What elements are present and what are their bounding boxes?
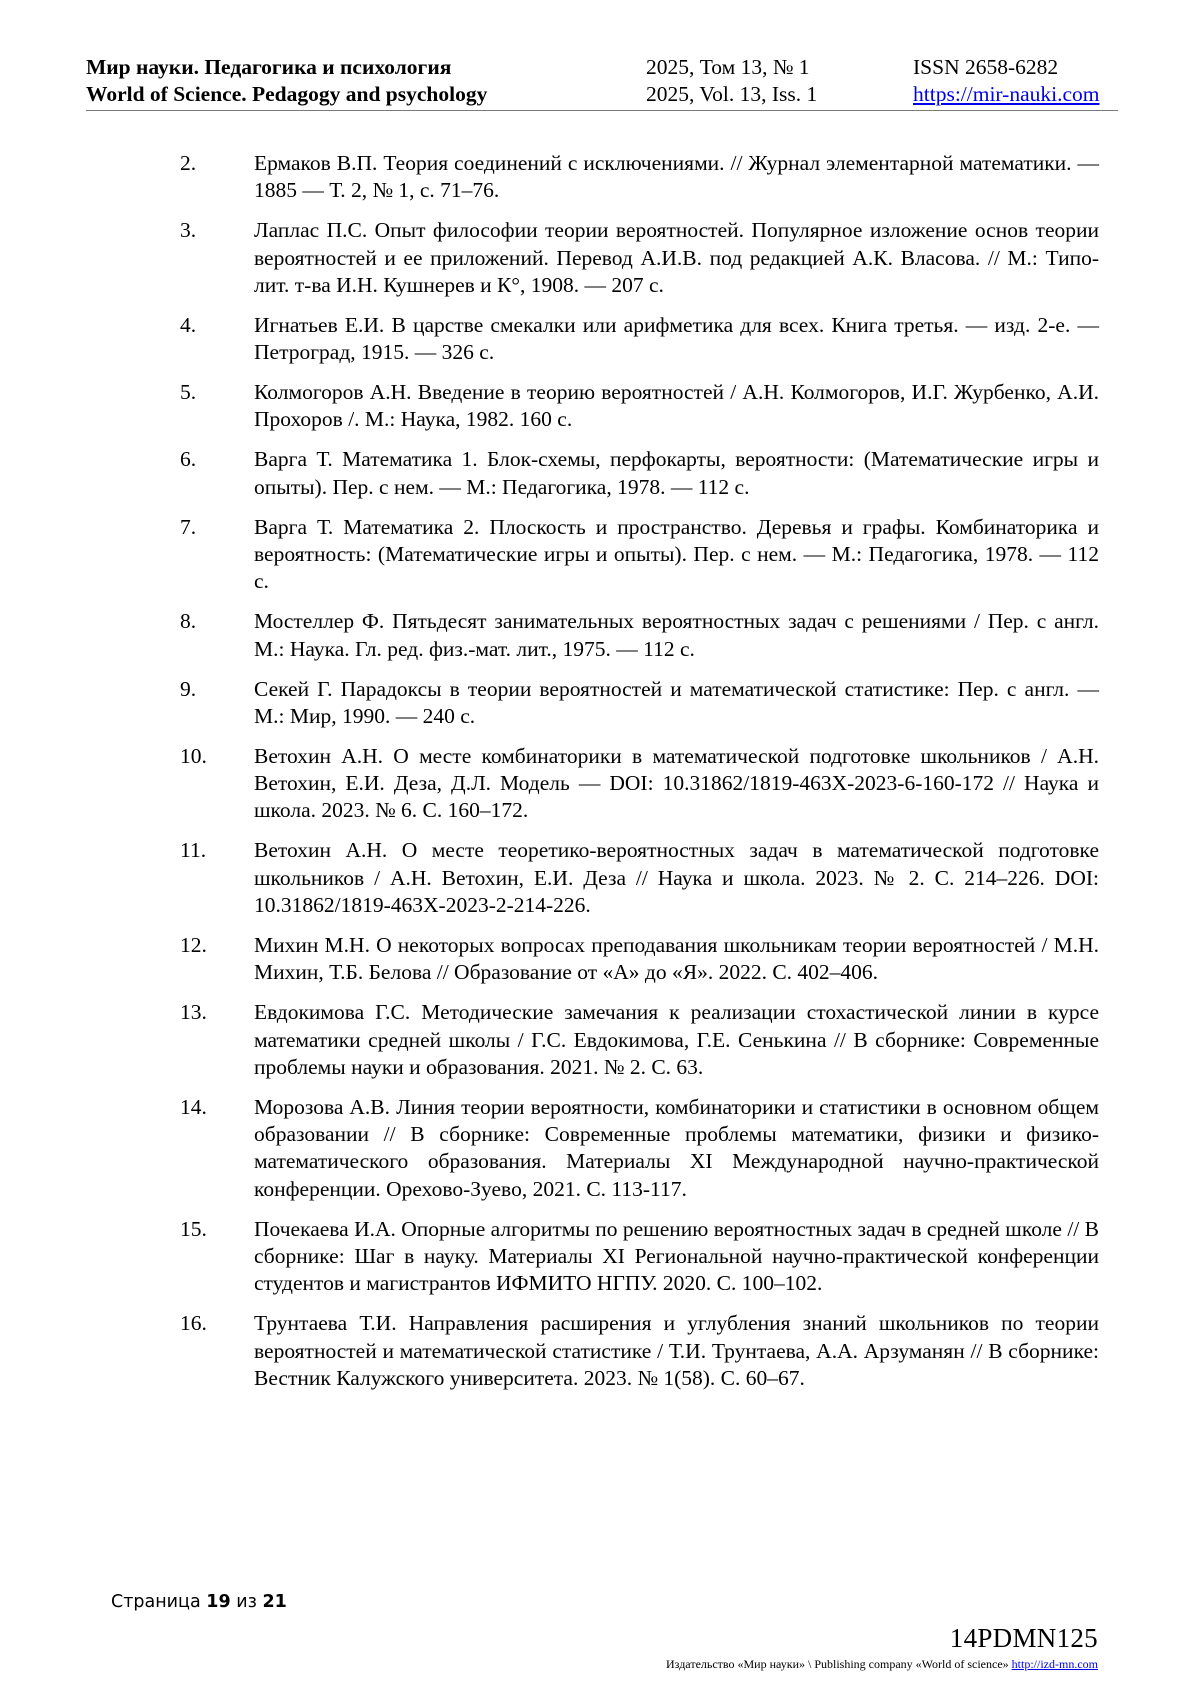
- issue-info-en: 2025, Vol. 13, Iss. 1: [646, 82, 818, 106]
- page-of: из: [236, 1592, 257, 1612]
- publisher-text: Издательство «Мир науки» \ Publishing company «World of science»: [666, 1657, 1009, 1671]
- reference-text: Почекаева И.А. Опорные алгоритмы по решению вероятностных задач в средней школе // В сборнике: Шаг в науку. Материалы XI Региональной научно-практической конференции студентов и магистрантов ИФМИТО НГПУ. 2020. С. 100–102.: [254, 1216, 1099, 1296]
- issue-info: [646, 54, 817, 108]
- reference-number: 13.: [180, 1000, 207, 1025]
- reference-text: Ветохин А.Н. О месте теоретико-вероятностных задач в математической подготовке школьников / А.Н. Ветохин, Е.И. Деза // Наука и школа. 2023. № 2. С. 214–226. DOI: 10.31862/1819-463X-2023-2-214-226.: [254, 838, 1099, 918]
- reference-item: [180, 446, 1099, 501]
- page-word: Страница: [111, 1592, 201, 1612]
- journal-title-en: World of Science. Pedagogy and psychology: [86, 82, 488, 106]
- reference-text: Варга Т. Математика 2. Плоскость и пространство. Деревья и графы. Комбинаторика и вероятность: (Математические игры и опыты). Пер. с нем. — М.: Педагогика, 1978. — 112 с.: [254, 514, 1099, 594]
- issue-info-ru: 2025, Том 13, № 1: [646, 55, 810, 79]
- page-number: [111, 1592, 287, 1612]
- reference-text: Трунтаева Т.И. Направления расширения и углубления знаний школьников по теории вероятностей и математической статистике / Т.И. Трунтаева, А.А. Арзуманян // В сборнике: Вестник Калужского университета. 2023. № 1(58). С. 60–67.: [254, 1311, 1099, 1390]
- reference-text: Варга Т. Математика 1. Блок-схемы, перфокарты, вероятности: (Математические игры и опыты). Пер. с нем. — М.: Педагогика, 1978. — 112 с.: [254, 447, 1099, 499]
- journal-title: [86, 54, 487, 108]
- publisher-link[interactable]: http://izd-mn.com: [1011, 1657, 1098, 1671]
- reference-item: [180, 379, 1099, 434]
- reference-number: 2.: [180, 151, 197, 175]
- reference-number: 12.: [180, 933, 207, 957]
- reference-item: [180, 676, 1099, 731]
- issn: ISSN 2658-6282: [913, 55, 1059, 79]
- reference-item: [180, 514, 1099, 596]
- reference-item: [180, 743, 1099, 825]
- reference-number: 3.: [180, 218, 197, 243]
- reference-text: Михин М.Н. О некоторых вопросах преподавания школьникам теории вероятностей / М.Н. Михин, Т.Б. Белова // Образование от «А» до «Я». 2022. С. 402–406.: [254, 933, 1099, 985]
- reference-number: 4.: [180, 312, 197, 337]
- reference-text: Евдокимова Г.С. Методические замечания к реализации стохастической линии в курсе математики средней школы / Г.С. Евдокимова, Г.Е. Сенькина // В сборнике: Современные проблемы науки и образования. 2021. № 2. С. 63.: [254, 1000, 1099, 1079]
- reference-number: 5.: [180, 380, 197, 405]
- journal-title-ru: Мир науки. Педагогика и психология: [86, 55, 452, 79]
- issn-block: [913, 54, 1099, 108]
- reference-item: [180, 150, 1099, 205]
- reference-number: 11.: [180, 838, 207, 863]
- reference-text: Колмогоров А.Н. Введение в теорию вероятностей / А.Н. Колмогоров, И.Г. Журбенко, А.И. Прохоров /. М.: Наука, 1982. 160 с.: [254, 380, 1099, 432]
- reference-number: 10.: [180, 743, 207, 768]
- reference-item: [180, 312, 1099, 367]
- reference-text: Секей Г. Парадоксы в теории вероятностей и математической статистике: Пер. с англ. — М.: Мир, 1990. — 240 с.: [254, 676, 1099, 728]
- page-total: 21: [262, 1592, 287, 1612]
- reference-text: Ветохин А.Н. О месте комбинаторики в математической подготовке школьников / А.Н. Ветохин, Е.И. Деза, Д.Л. Модель — DOI: 10.31862/1819-463X-2023-6-160-172 // Наука и школа. 2023. № 6. С. 160–172.: [254, 743, 1099, 823]
- reference-text: Лаплас П.С. Опыт философии теории вероятностей. Популярное изложение основ теории вероятностей и ее приложений. Перевод А.И.В. под редакцией А.К. Власова. // М.: Типо-лит. т-ва И.Н. Кушнерев и К°, 1908. — 207 с.: [254, 218, 1099, 297]
- reference-item: [180, 1310, 1099, 1392]
- journal-url-link[interactable]: https://mir-nauki.com: [913, 82, 1100, 106]
- reference-item: [180, 217, 1099, 299]
- reference-item: [180, 1094, 1099, 1203]
- page-current: 19: [206, 1592, 231, 1612]
- reference-text: Ермаков В.П. Теория соединений с исключениями. // Журнал элементарной математики. — 1885 — Т. 2, № 1, с. 71–76.: [254, 151, 1099, 203]
- reference-number: 7.: [180, 514, 197, 539]
- reference-number: 16.: [180, 1311, 207, 1336]
- reference-text: Игнатьев Е.И. В царстве смекалки или арифметика для всех. Книга третья. — изд. 2-е. — Петроград, 1915. — 326 с.: [254, 312, 1099, 365]
- page-header: [86, 52, 1118, 111]
- reference-number: 6.: [180, 447, 197, 472]
- reference-item: [180, 999, 1099, 1081]
- reference-list: [180, 150, 1099, 1405]
- reference-number: 8.: [180, 609, 197, 634]
- reference-item: [180, 1216, 1099, 1298]
- reference-number: 9.: [180, 676, 197, 701]
- reference-text: Мостеллер Ф. Пятьдесят занимательных вероятностных задач с решениями / Пер. с англ. М.: Наука. Гл. ред. физ.-мат. лит., 1975. — 112 с.: [254, 609, 1099, 661]
- article-code: 14PDMN125: [949, 1623, 1098, 1653]
- reference-item: [180, 837, 1099, 919]
- reference-item: [180, 608, 1099, 663]
- reference-item: [180, 932, 1099, 987]
- reference-text: Морозова А.В. Линия теории вероятности, комбинаторики и статистики в основном общем образовании // В сборнике: Современные проблемы математики, физики и физико-математического образования. Материалы XI Международной научно-практической конференции. Орехово-Зуево, 2021. С. 113-117.: [254, 1094, 1099, 1201]
- publisher-line: [666, 1657, 1098, 1672]
- reference-number: 14.: [180, 1094, 207, 1119]
- reference-number: 15.: [180, 1216, 207, 1241]
